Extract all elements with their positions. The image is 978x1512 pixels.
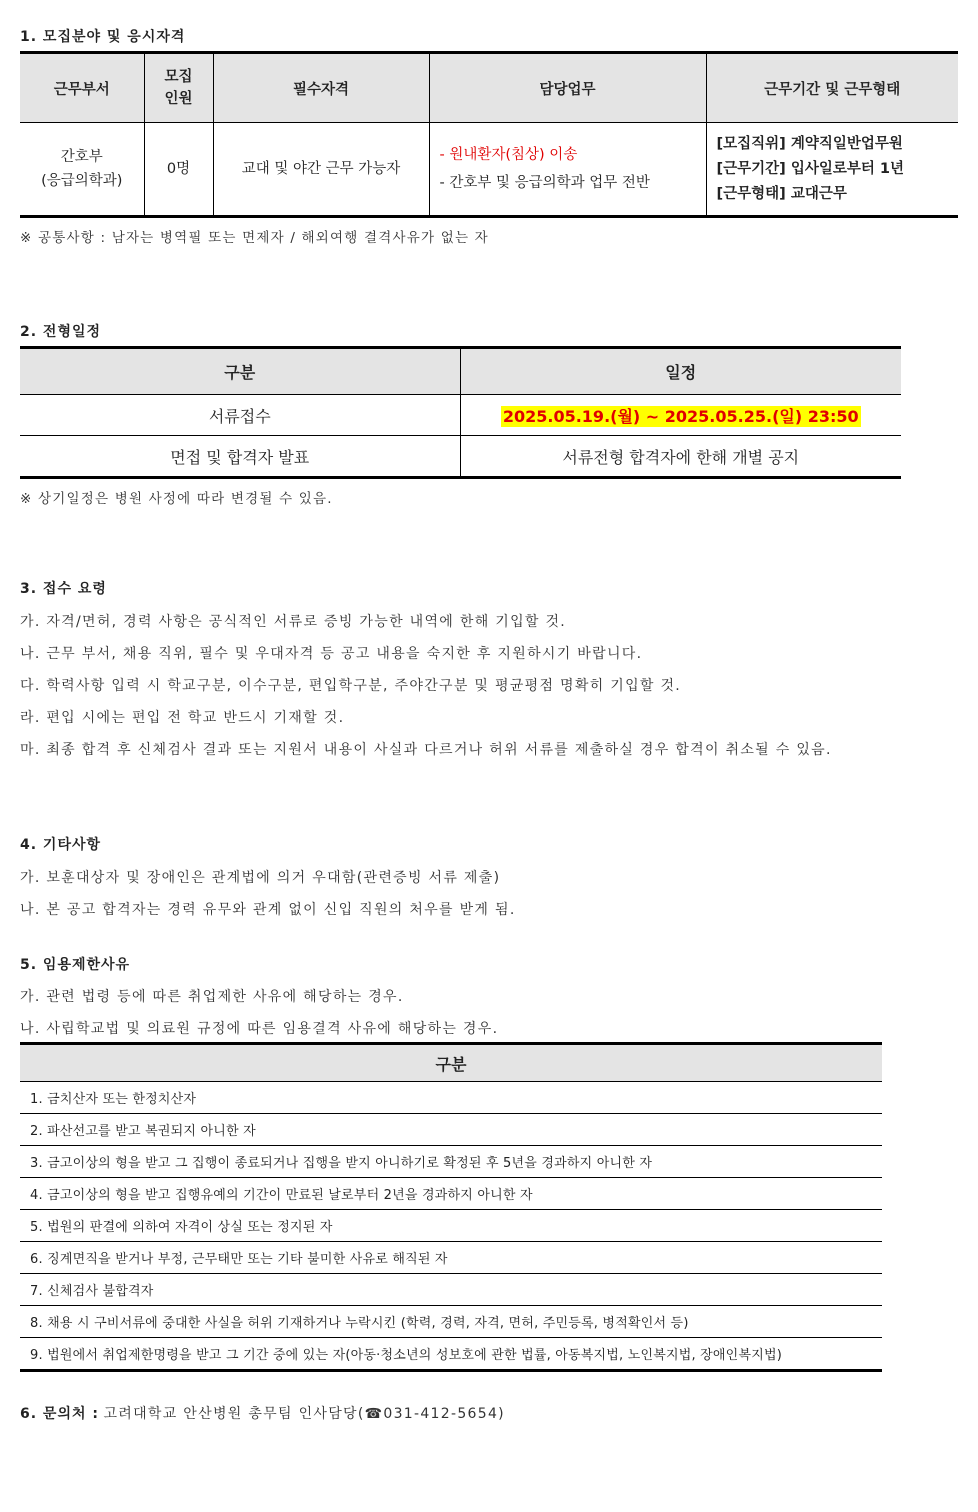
table-row bbox=[20, 1242, 882, 1274]
highlighted-date: 2025.05.19.(월) ~ 2025.05.25.(일) 23:50 bbox=[502, 406, 859, 426]
section-4-title: 4. 기타사항 bbox=[20, 837, 102, 853]
section-5-title: 5. 임용제한사유 bbox=[20, 957, 131, 973]
table-cell: 3. 금고이상의 형을 받고 그 집행이 종료되거나 집행을 받지 아니하기로 확정된 후 5년을 경과하지 아니한 자 bbox=[20, 1146, 882, 1178]
list-item: 나. 사립학교법 및 의료원 규정에 따른 임용결격 사유에 해당하는 경우. bbox=[20, 1021, 499, 1037]
table-cell: 8. 채용 시 구비서류에 중대한 사실을 허위 기재하거나 누락시킨 (학력, 경력, 자격, 면허, 주민등록, 병적확인서 등) bbox=[20, 1306, 882, 1338]
list-item: 나. 근무 부서, 채용 직위, 필수 및 우대자격 등 공고 내용을 숙지한 후 지원하시기 바랍니다. bbox=[20, 646, 643, 662]
list-item: 나. 본 공고 합격자는 경력 유무와 관계 없이 신입 직원의 처우를 받게 됨. bbox=[20, 902, 516, 918]
section-3-title: 3. 접수 요령 bbox=[20, 581, 107, 597]
section-2-title: 2. 전형일정 bbox=[20, 324, 102, 340]
dept-name: 간호부 bbox=[60, 149, 103, 165]
list-item: 가. 보훈대상자 및 장애인은 관계법에 의거 우대함(관련증빙 서류 제출) bbox=[20, 870, 501, 886]
table-row bbox=[20, 436, 901, 478]
list-item: 라. 편입 시에는 편입 전 학교 반드시 기재할 것. bbox=[20, 710, 345, 726]
header-schedule: 일정 bbox=[460, 348, 901, 395]
table-row bbox=[20, 123, 958, 217]
header-required: 필수자격 bbox=[213, 53, 429, 123]
table-row bbox=[20, 1274, 882, 1306]
table-header-row bbox=[20, 1044, 882, 1082]
table-cell: 5. 법원의 판결에 의하여 자격이 상실 또는 정지된 자 bbox=[20, 1210, 882, 1242]
dept-sub: (응급의학과) bbox=[41, 173, 123, 189]
contact-info: 고려대학교 안산병원 총무팀 인사담당(☎031-412-5654) bbox=[103, 1406, 505, 1422]
period-line-3: [근무형태] 교대근무 bbox=[716, 185, 847, 202]
section-2-note: ※ 상기일정은 병원 사정에 따라 변경될 수 있음. bbox=[20, 491, 333, 507]
schedule-table bbox=[20, 346, 901, 479]
section-1-title: 1. 모집분야 및 응시자격 bbox=[20, 29, 186, 45]
duty-line-1: - 원내환자(침상) 이송 bbox=[439, 147, 578, 163]
table-row bbox=[20, 1178, 882, 1210]
list-item: 마. 최종 합격 후 신체검사 결과 또는 지원서 내용이 사실과 다르거나 허위 서류를 제출하실 경우 합격이 취소될 수 있음. bbox=[20, 742, 832, 758]
row-value bbox=[460, 395, 901, 436]
contact-line bbox=[20, 1403, 505, 1423]
table-row bbox=[20, 395, 901, 436]
row-label: 서류접수 bbox=[20, 395, 460, 436]
table-row bbox=[20, 1210, 882, 1242]
table-header-row bbox=[20, 348, 901, 395]
table-row bbox=[20, 1082, 882, 1114]
section-6-title: 6. 문의처 : bbox=[20, 1406, 99, 1422]
table-header-row bbox=[20, 53, 958, 123]
recruitment-table bbox=[20, 51, 958, 218]
list-item: 가. 관련 법령 등에 따른 취업제한 사유에 해당하는 경우. bbox=[20, 989, 404, 1005]
row-label: 면접 및 합격자 발표 bbox=[170, 447, 310, 467]
table-cell: 2. 파산선고를 받고 복권되지 아니한 자 bbox=[20, 1114, 882, 1146]
header-period: 근무기간 및 근무형태 bbox=[706, 53, 958, 123]
table-row bbox=[20, 1306, 882, 1338]
period-line-1: [모집직위] 계약직일반업무원 bbox=[716, 135, 903, 152]
list-item: 가. 자격/면허, 경력 사항은 공식적인 서류로 증빙 가능한 내역에 한해 기입할 것. bbox=[20, 614, 567, 630]
header-count bbox=[144, 53, 213, 123]
table-cell: 9. 법원에서 취업제한명령을 받고 그 기간 중에 있는 자(아동·청소년의 성보호에 관한 법률, 아동복지법, 노인복지법, 장애인복지법) bbox=[30, 1348, 782, 1363]
header-duty: 담당업무 bbox=[429, 53, 706, 123]
list-item: 다. 학력사항 입력 시 학교구분, 이수구분, 편입학구분, 주야간구분 및 평균평점 명확히 기입할 것. bbox=[20, 678, 682, 694]
cell-duty bbox=[429, 123, 706, 217]
cell-count: 0명 bbox=[144, 123, 213, 217]
header-count-line2: 인원 bbox=[164, 91, 193, 107]
duty-line-2: - 간호부 및 응급의학과 업무 전반 bbox=[439, 175, 650, 191]
period-line-2: [근무기간] 입사일로부터 1년 bbox=[716, 160, 905, 177]
cell-dept bbox=[20, 123, 144, 217]
cell-period bbox=[706, 123, 958, 217]
header-dept: 근무부서 bbox=[20, 53, 144, 123]
table-cell: 1. 금치산자 또는 한정치산자 bbox=[20, 1082, 882, 1114]
section-1-note: ※ 공통사항 : 남자는 병역필 또는 면제자 / 해외여행 결격사유가 없는 자 bbox=[20, 230, 489, 246]
table-row bbox=[20, 1146, 882, 1178]
cell-required: 교대 및 야간 근무 가능자 bbox=[213, 123, 429, 217]
header-category: 구분 bbox=[20, 348, 460, 395]
table-cell: 7. 신체검사 불합격자 bbox=[20, 1274, 882, 1306]
disqualification-table bbox=[20, 1042, 882, 1372]
table-cell: 6. 징계면직을 받거나 부정, 근무태만 또는 기타 불미한 사유로 해직된 자 bbox=[20, 1242, 882, 1274]
table-row bbox=[20, 1338, 882, 1371]
row-value: 서류전형 합격자에 한해 개별 공지 bbox=[460, 436, 901, 478]
table-row bbox=[20, 1114, 882, 1146]
header-count-line1: 모집 bbox=[164, 69, 193, 85]
table-cell: 4. 금고이상의 형을 받고 집행유예의 기간이 만료된 날로부터 2년을 경과하지 아니한 자 bbox=[20, 1178, 882, 1210]
header-category: 구분 bbox=[20, 1044, 882, 1082]
